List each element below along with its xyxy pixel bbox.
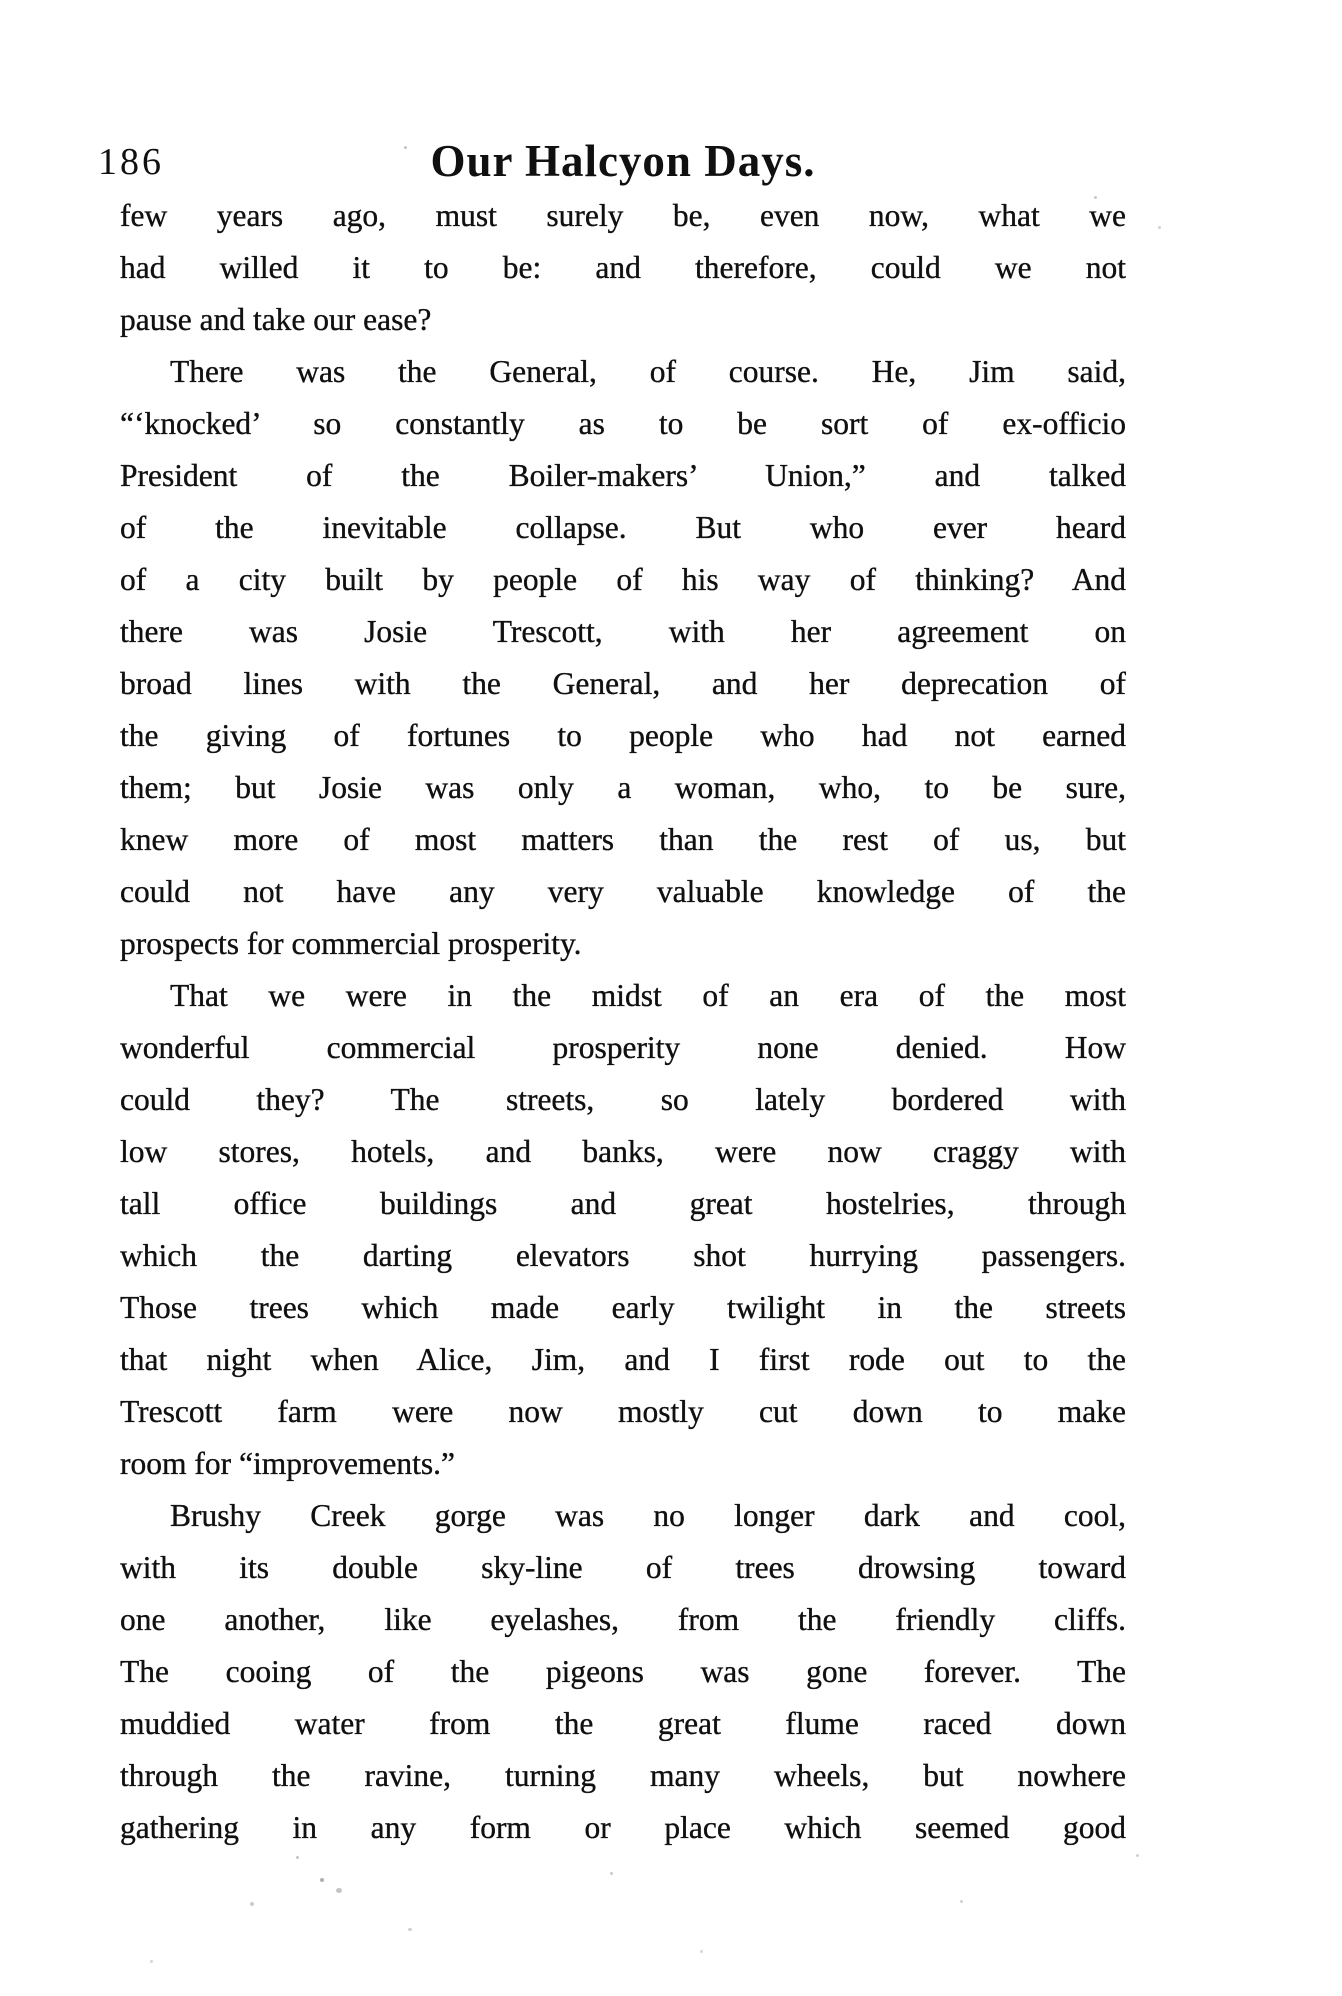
text-line: the giving of fortunes to people who had not earned	[120, 718, 1126, 753]
text-line: that night when Alice, Jim, and I first rode out to the	[120, 1342, 1126, 1377]
scan-speckle	[1094, 196, 1097, 199]
scan-speckle	[150, 1960, 153, 1963]
text-line: Those trees which made early twilight in the streets	[120, 1290, 1126, 1325]
scan-speckle	[190, 1830, 193, 1833]
text-line: wonderful commercial prosperity none denied. How	[120, 1030, 1126, 1065]
text-line: That we were in the midst of an era of the most	[170, 978, 1126, 1013]
text-line: broad lines with the General, and her deprecation of	[120, 666, 1126, 701]
scan-speckle	[296, 1856, 299, 1859]
text-line: prospects for commercial prosperity.	[120, 926, 582, 961]
text-line: “‘knocked’ so constantly as to be sort of ex-officio	[120, 406, 1126, 441]
text-line: tall office buildings and great hostelries, through	[120, 1186, 1126, 1221]
scan-speckle	[1158, 226, 1161, 229]
running-title: Our Halcyon Days.	[430, 136, 816, 186]
scan-speckle	[610, 1872, 613, 1875]
text-line: gathering in any form or place which seemed good	[120, 1810, 1126, 1845]
scan-speckle	[336, 1888, 342, 1893]
text-line: could not have any very valuable knowledge of the	[120, 874, 1126, 909]
text-line: pause and take our ease?	[120, 302, 432, 337]
text-line: one another, like eyelashes, from the friendly cliffs.	[120, 1602, 1126, 1637]
text-line: few years ago, must surely be, even now, what we	[120, 198, 1126, 233]
page-number: 186	[98, 141, 164, 183]
text-line: President of the Boiler-makers’ Union,” and talked	[120, 458, 1126, 493]
scan-speckle	[700, 1950, 703, 1953]
text-line: through the ravine, turning many wheels, but nowhere	[120, 1758, 1126, 1793]
text-line: muddied water from the great flume raced down	[120, 1706, 1126, 1741]
text-line: there was Josie Trescott, with her agreement on	[120, 614, 1126, 649]
scan-speckle	[404, 146, 407, 149]
text-line: them; but Josie was only a woman, who, to be sure,	[120, 770, 1126, 805]
text-line: which the darting elevators shot hurrying passengers.	[120, 1238, 1126, 1273]
text-line: The cooing of the pigeons was gone forever. The	[120, 1654, 1126, 1689]
text-line: room for “improvements.”	[120, 1446, 456, 1481]
scan-speckle	[960, 1900, 963, 1903]
text-line: Brushy Creek gorge was no longer dark and cool,	[170, 1498, 1126, 1533]
text-line: with its double sky-line of trees drowsing toward	[120, 1550, 1126, 1585]
text-line: low stores, hotels, and banks, were now craggy with	[120, 1134, 1126, 1169]
scan-speckle	[320, 1878, 324, 1882]
text-line: had willed it to be: and therefore, could we not	[120, 250, 1126, 285]
scan-speckle	[408, 1928, 412, 1931]
page-header	[98, 128, 1126, 194]
text-line: of the inevitable collapse. But who ever heard	[120, 510, 1126, 545]
scan-speckle	[250, 1902, 254, 1906]
text-line: of a city built by people of his way of thinking? And	[120, 562, 1126, 597]
page-text	[120, 190, 1126, 1854]
text-line: could they? The streets, so lately bordered with	[120, 1082, 1126, 1117]
scan-speckle	[1136, 1854, 1139, 1857]
text-line: Trescott farm were now mostly cut down to make	[120, 1394, 1126, 1429]
text-line: There was the General, of course. He, Jim said,	[170, 354, 1126, 389]
text-line: knew more of most matters than the rest of us, but	[120, 822, 1126, 857]
